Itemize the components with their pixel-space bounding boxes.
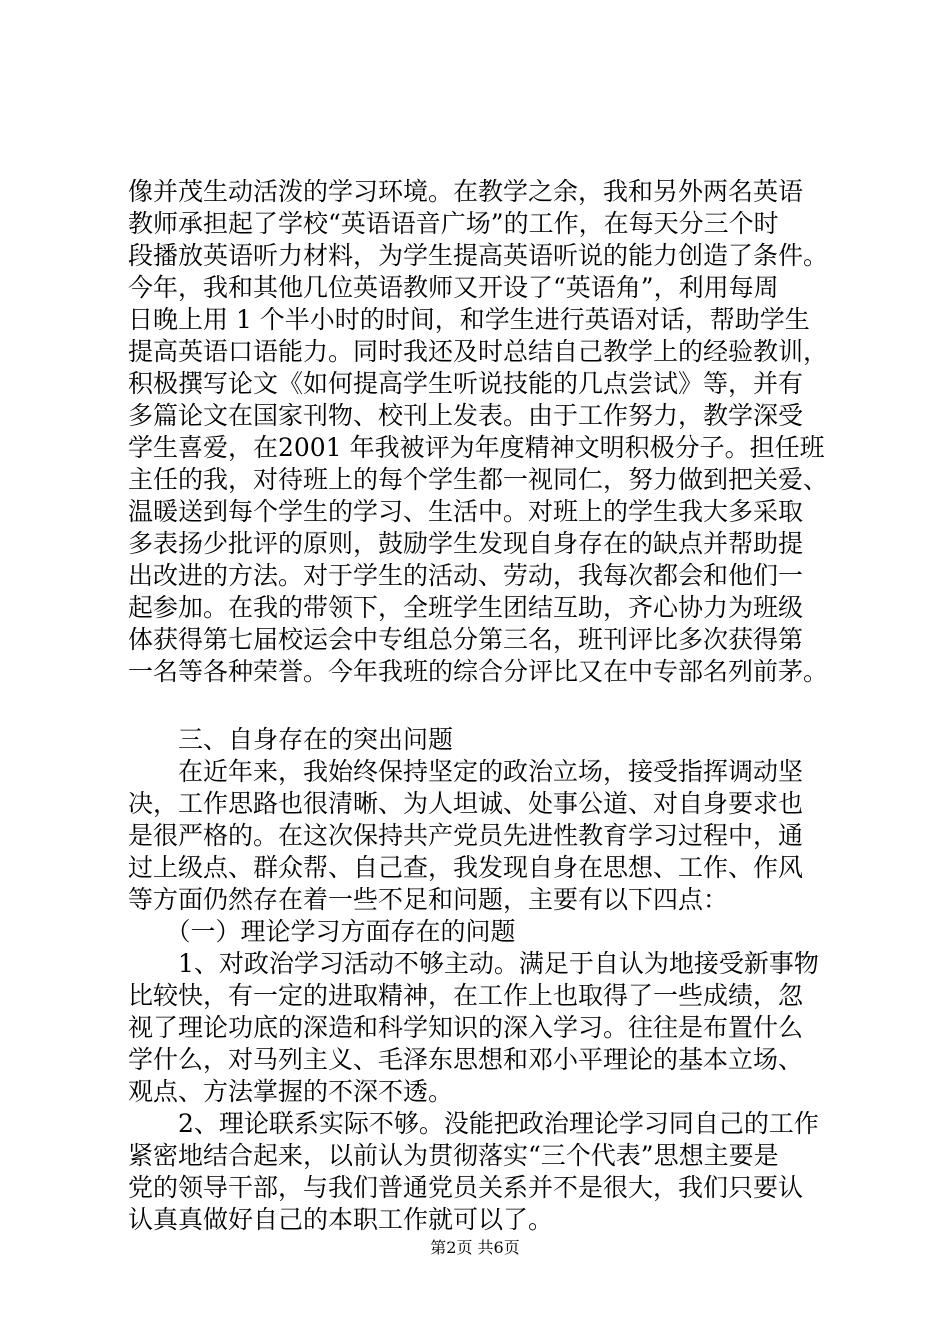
- text-line: 日晚上用 1 个半小时的时间，和学生进行英语对话，帮助学生: [128, 305, 810, 334]
- body-text: [128, 176, 848, 1236]
- section-heading: 三、自身存在的突出问题: [128, 725, 454, 754]
- text-line: 主任的我，对待班上的每个学生都一视同仁，努力做到把关爱、: [128, 465, 829, 494]
- subsection-heading: （一）理论学习方面存在的问题: [128, 917, 516, 946]
- text-line: 观点、方法掌握的不深不透。: [128, 1077, 454, 1106]
- text-line: 在近年来，我始终保持坚定的政治立场，接受指挥调动坚: [128, 757, 804, 786]
- text-line: 教师承担起了学校“英语语音广场”的工作，在每天分三个时: [128, 209, 779, 238]
- text-line: 2、理论联系实际不够。没能把政治理论学习同自己的工作: [128, 1109, 819, 1138]
- paragraph-item-2: [128, 1108, 848, 1236]
- text-line: 决，工作思路也很清晰、为人坦诚、处事公道、对自身要求也: [128, 789, 804, 818]
- text-line: 1、对政治学习活动不够主动。满足于自认为地接受新事物: [128, 949, 819, 978]
- text-line: 起参加。在我的带领下，全班学生团结互助，齐心协力为班级: [128, 593, 804, 622]
- paragraph-problems-intro: [128, 756, 848, 916]
- paragraph-item-1: [128, 948, 848, 1108]
- text-line: 认真真做好自己的本职工作就可以了。: [128, 1205, 554, 1234]
- paragraph-gap: [128, 688, 848, 724]
- text-line: 视了理论功底的深造和科学知识的深入学习。往往是布置什么: [128, 1013, 804, 1042]
- text-line: 党的领导干部，与我们普通党员关系并不是很大，我们只要认: [128, 1173, 804, 1202]
- text-line: 学什么，对马列主义、毛泽东思想和邓小平理论的基本立场、: [128, 1045, 804, 1074]
- text-line: 段播放英语听力材料，为学生提高英语听说的能力创造了条件。: [128, 241, 829, 270]
- text-line: 比较快，有一定的进取精神，在工作上也取得了一些成绩，忽: [128, 981, 804, 1010]
- page-number-footer: 第2页 共6页: [430, 1238, 520, 1257]
- paragraph-teaching-work: [128, 176, 848, 688]
- text-line: 体获得第七届校运会中专组总分第三名，班刊评比多次获得第: [128, 625, 804, 654]
- text-line: 紧密地结合起来，以前认为贯彻落实“三个代表”思想主要是: [128, 1141, 779, 1170]
- text-line: 今年，我和其他几位英语教师又开设了“英语角”，利用每周: [128, 273, 779, 302]
- text-line: 学生喜爱，在2001 年我被评为年度精神文明积极分子。担任班: [128, 433, 825, 462]
- text-line: 提高英语口语能力。同时我还及时总结自己教学上的经验教训，: [128, 337, 829, 366]
- text-line: 过上级点、群众帮、自己查，我发现自身在思想、工作、作风: [128, 853, 804, 882]
- text-line: 像并茂生动活泼的学习环境。在教学之余，我和另外两名英语: [128, 177, 804, 206]
- text-line: 积极撰写论文《如何提高学生听说技能的几点尝试》等，并有: [128, 369, 804, 398]
- text-line: 多篇论文在国家刊物、校刊上发表。由于工作努力，教学深受: [128, 401, 804, 430]
- text-line: 等方面仍然存在着一些不足和问题，主要有以下四点：: [128, 885, 729, 914]
- text-line: 是很严格的。在这次保持共产党员先进性教育学习过程中，通: [128, 821, 804, 850]
- text-line: 温暖送到每个学生的学习、生活中。对班上的学生我大多采取: [128, 497, 804, 526]
- text-line: 一名等各种荣誉。今年我班的综合分评比又在中专部名列前茅。: [128, 657, 829, 686]
- text-line: 多表扬少批评的原则，鼓励学生发现自身存在的缺点并帮助提: [128, 529, 804, 558]
- text-line: 出改进的方法。对于学生的活动、劳动，我每次都会和他们一: [128, 561, 804, 590]
